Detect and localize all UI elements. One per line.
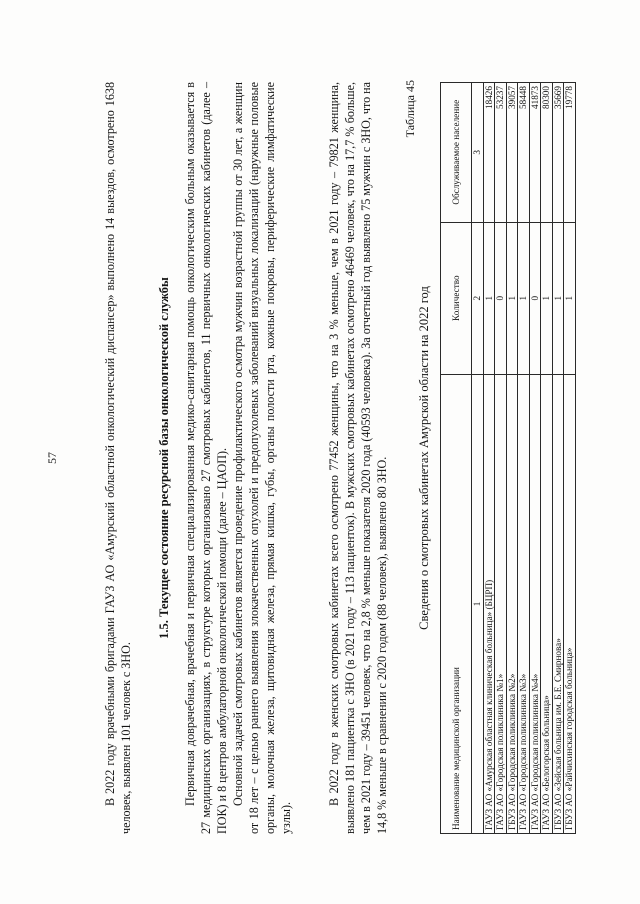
table-header-row [441,83,472,834]
cell-organization: ГАУЗ АО «Амурская областная клиническая больница» (БЦРП) [483,374,495,833]
column-number: 2 [472,222,484,374]
cell-count: 1 [564,222,576,374]
cell-population: 18426 [483,83,495,223]
table-row [541,83,553,834]
cell-count: 1 [541,222,553,374]
cell-organization: ГБУЗ АО «Городская поликлиника №2» [506,374,518,833]
cell-population: 41873 [529,83,541,223]
column-number: 3 [472,83,484,223]
header-organization: Наименование медицинской организации [441,374,472,833]
paragraph-exam-goal: Основной задачей смотровых кабинетов является проведение профилактического осмотра мужчин возрастной группы от 30 лет, а женщин от 18 лет – с целью раннего выявления злокачественных опухолей и предопухолевых заболеваний визуальных локализаций (наружные половые органы, молочная железа, щитовидная железа, прямая кишка, губы, органы полости рта, кожные покровы, периферические лимфатические узлы). [231,82,294,834]
cell-count: 0 [529,222,541,374]
cell-population: 58448 [518,83,530,223]
table-row [495,83,507,834]
section-heading: 1.5. Текущее состояние ресурсной базы онкологической службы [157,277,171,639]
cell-count: 0 [495,222,507,374]
table-caption: Сведения о смотровых кабинетах Амурской области на 2022 год [417,286,431,630]
intro-paragraph: В 2022 году врачебными бригадами ГАУЗ АО «Амурский областной онкологический диспансер» выполнено 14 выездов, осмотрено 1638 человек, выявлен 101 человек с ЗНО. [103,82,134,834]
table-row [564,83,576,834]
cell-population: 35669 [552,83,564,223]
column-number: 1 [472,374,484,833]
cell-count: 1 [506,222,518,374]
exam-rooms-table [440,82,576,834]
table-label: Таблица 45 [403,80,417,138]
cell-organization: ГБУЗ АО «Райчихинская городская больница» [564,374,576,833]
cell-population: 39057 [506,83,518,223]
table-row [552,83,564,834]
page-number: 57 [45,452,59,464]
cell-population: 53237 [495,83,507,223]
cell-organization: ГАУЗ АО «Городская поликлиника №1» [495,374,507,833]
cell-count: 1 [552,222,564,374]
paragraph-primary-care: Первичная доврачебная, врачебная и первичная специализированная медико-санитарная помощь онкологическим больным оказывается в 27 медицинских организациях, в структуре которых организовано 27 смотровых кабинетов, 11 первичных онкологических кабинетов (далее – ПОК) и 8 центров амбулаторной онкологической помощи (далее – ЦАОП). [183,82,230,834]
column-number-row [472,83,484,834]
table-row [518,83,530,834]
cell-population: 19778 [564,83,576,223]
cell-organization: ГАУЗ АО «Белогорская больница» [541,374,553,833]
cell-organization: ГАУЗ АО «Городская поликлиника №3» [518,374,530,833]
cell-population: 80300 [541,83,553,223]
header-population: Обслуживаемое население [441,83,472,223]
table-row [483,83,495,834]
table-row [506,83,518,834]
cell-organization: ГБУЗ АО «Зейская больница им. Б.Е. Смирнова» [552,374,564,833]
cell-count: 1 [483,222,495,374]
paragraph-statistics: В 2022 году в женских смотровых кабинетах всего осмотрено 77452 женщины, что на 3 % меньше, чем в 2021 году – 79821 женщина, выявлено 181 пациентка с ЗНО (в 2021 году – 113 пациенток). В мужских смотровых кабинетах осмотрено 46469 человек, что на 17,7 % больше, чем в 2021 году – 39451 человек, что на 2,8 % меньше показателя 2020 года (40593 человека). За отчетный год выявлено 75 мужчин с ЗНО, что на 14,8 % меньше в сравнении с 2020 годом (88 человек), выявлено 80 ЗНО. [327,81,390,834]
header-count: Количество [441,222,472,374]
rotated-page-content [40,68,574,848]
table-row [529,83,541,834]
cell-count: 1 [518,222,530,374]
cell-organization: ГАУЗ АО «Городская поликлиника №4» [529,374,541,833]
